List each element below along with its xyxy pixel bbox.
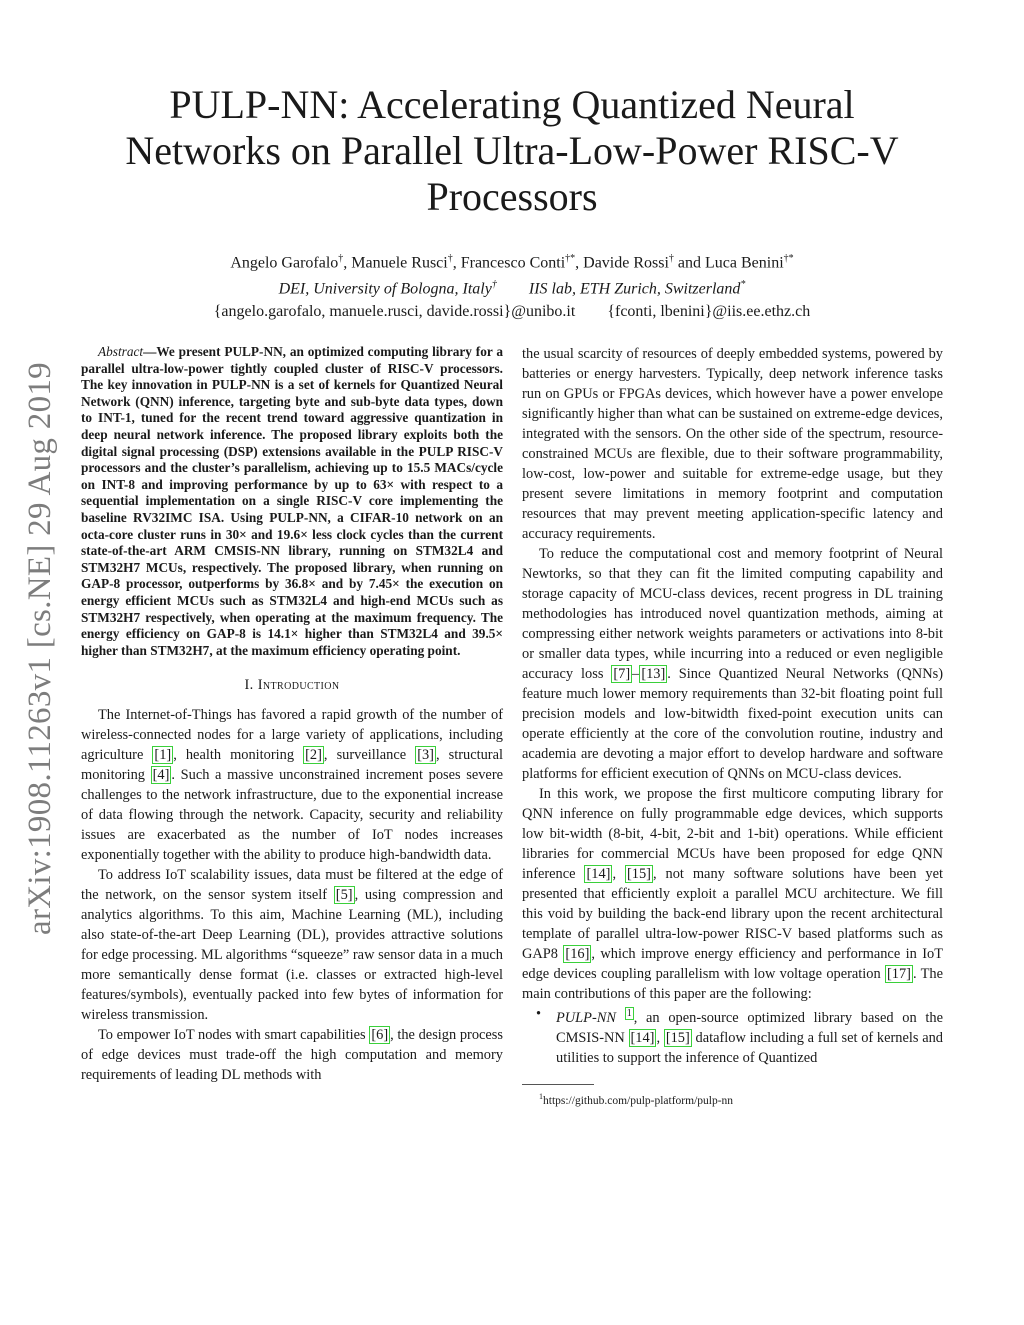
list-item: • PULP-NN $^1$ , an open-source optimized library based on the CMSIS-NN [14] , [15] dataflow including a full set of kernels and utilities to support the inference of Quantized xyxy=(556,1004,943,1068)
author-name: Manuele Rusci xyxy=(351,254,448,272)
paragraph: To empower IoT nodes with smart capabilities [6] , the design process of edge devices must trade-off the high computation and memory requirements of leading DL methods with xyxy=(81,1027,503,1084)
abstract-lead: Abstract xyxy=(98,344,144,359)
section-title: Introduction xyxy=(257,677,340,694)
author-block xyxy=(90,248,934,323)
author-name: Angelo Garofalo xyxy=(230,254,339,272)
right-column xyxy=(522,344,943,1109)
paragraph: In this work, we propose the first multicore computing library for QNN inference on fully programmable edge devices, which supports low bit-width (8-bit, 4-bit, 2-bit and 1-bit) operations. While efficient libraries for commercial MCUs have been proposed for edge QNN inference [14] , [15] , not many software solutions have been yet presented that efficiently exploit a parallel MCU architecture. We fill this void by building the back-end library upon the recent architectural template of parallel ultra-low-power RISC-V based platforms such as GAP8 [16] , which improve energy efficiency and performance in IoT edge devices coupling parallelism with low voltage operation [17] . The main contributions of this paper are the following: xyxy=(522,786,944,1002)
footnote-link[interactable]: 1 xyxy=(626,1008,632,1019)
paragraph: To address IoT scalability issues, data must be filtered at the edge of the network, on the sensor system itself [5] , using compression and analytics algorithms. To this aim, Machine Learning (ML), including also state-of-the-art Deep Learning (DL), provides attractive solutions for edge processing. ML algorithms “squeeze” raw sensor data in a much more semantically dense format (i.e. classes or extracted high-level features/symbols), eventually packed into few bytes of information for wireless transmission. xyxy=(81,867,504,1024)
email: {fconti, lbenini}@iis.ee.ethz.ch xyxy=(607,302,811,320)
email: {angelo.garofalo, manuele.rusci, davide.rossi}@unibo.it xyxy=(213,302,576,320)
footnote-url[interactable]: https://github.com/pulp-platform/pulp-nn xyxy=(543,1094,734,1107)
citation-link[interactable]: [14] xyxy=(586,866,611,882)
citation-link[interactable]: [15] xyxy=(627,866,651,882)
arxiv-stamp xyxy=(10,348,70,948)
citation-link[interactable]: [14] xyxy=(630,1029,655,1046)
citation-link[interactable]: [7] xyxy=(613,666,631,682)
paragraph: the usual scarcity of resources of deeply embedded systems, powered by batteries or energy harvesters. Typically, deep network inference tasks run on GPUs or FPGAs devices, which however have a power envelope significantly higher than what can be sustained on extreme-edge devices, integrated with the sensors. On the other side of the spectrum, resource-constrained MCUs are flexible, due to their software programmability, low-cost, low-power and suitable for extreme-edge usage, but they present severe limitations in memory footprint and computation resources that may prevent meeting application-specific latency and accuracy requirements. xyxy=(522,346,943,542)
abstract xyxy=(81,344,503,659)
author-name: Francesco Conti xyxy=(460,254,566,272)
arxiv-stamp-text: arXiv:1908.11263v1 [cs.NE] 29 Aug 2019 xyxy=(21,361,58,935)
contributions-list xyxy=(522,1004,943,1068)
section-heading: I. Introduction xyxy=(244,677,340,694)
abstract-text: —We present PULP-NN, an optimized computing library for a parallel ultra-low-power tightly coupled cluster of RISC-V processors. The key innovation in PULP-NN is a set of kernels for Quantized Neural Network (QNN) inference, targeting byte and sub-byte data types, down to INT-1, tuned for the recent trend toward aggressive quantization in deep neural network inference. The proposed library exploits both the digital signal processing (DSP) extensions available in the PULP RISC-V processors and the cluster’s parallelism, achieving up to 15.5 MACs/cycle on INT-8 and improving performance by up to 63× with respect to a sequential implementation on a single RISC-V core implementing the baseline RV32IMC ISA. Using PULP-NN, a CIFAR-10 network on an octa-core cluster runs in 30× and 19.6× less clock cycles than the current state-of-the-art ARM CMSIS-NN library, running on STM32L4 and STM32H7 MCUs, respectively. The proposed library, when running on GAP-8 processor, outperforms by 36.8× and by 7.45× the execution on energy efficient MCUs such as STM32L4 and high-end MCUs such as STM32H7 respectively, when operating at the maximum frequency. The energy efficiency on GAP-8 is 14.1× higher than STM32L4 and 39.5× higher than STM32H7, at the maximum efficiency operating point. xyxy=(81,344,503,658)
citation-link[interactable]: [1] xyxy=(154,747,172,764)
affiliation: IIS lab, ETH Zurich, Switzerland xyxy=(528,280,741,298)
author-name: Luca Benini xyxy=(705,254,784,272)
citation-link[interactable]: [13] xyxy=(641,666,666,682)
citation-link[interactable]: [4] xyxy=(152,767,170,784)
affiliation: DEI, University of Bologna, Italy xyxy=(278,280,492,298)
footnote: $^1$https://github.com/pulp-platform/pulp-nn xyxy=(539,1091,734,1107)
citation-link[interactable]: [2] xyxy=(305,747,322,764)
citation-link[interactable]: [5] xyxy=(335,887,353,904)
left-column xyxy=(81,344,503,1085)
author-name: Davide Rossi xyxy=(583,254,669,272)
affiliations: DEI, University of Bologna, Italy† IIS lab, ETH Zurich, Switzerland* xyxy=(278,279,746,298)
citation-link[interactable]: [17] xyxy=(887,966,911,982)
footnote-divider xyxy=(522,1084,594,1085)
author-emails xyxy=(90,301,934,323)
paper-title: PULP-NN: Accelerating Quantized Neural Networks on Parallel Ultra-Low-Power RISC-V Processors xyxy=(125,82,899,219)
citation-link[interactable]: [16] xyxy=(565,946,590,962)
citation-link[interactable]: [15] xyxy=(665,1029,690,1046)
paragraph: The Internet-of-Things has favored a rapid growth of the number of wireless-connected nodes for a large variety of applications, including agriculture [1] , health monitoring [2] , surveillance [3] , structural monitoring [4] . Such a massive unconstrained increment poses severe challenges to the network infrastructure, due to the exponential increase of data flowing through the network. Capacity, security and reliability issues are exacerbated as the number of IoT nodes increases exponentially together with the ability to produce high-bandwidth data. xyxy=(81,707,504,864)
citation-link[interactable]: [3] xyxy=(417,747,434,764)
author-names: Angelo Garofalo†, Manuele Rusci†, Francesco Conti†*, Davide Rossi† and Luca Benini†* xyxy=(230,253,794,272)
paragraph: To reduce the computational cost and memory footprint of Neural Newtorks, so that they can fit the limited computing capability and storage capacity of MCU-class devices, recent progress in DL training methodologies has introduced novel quantization methods, aiming at compressing either network weights parameters or activations into 8-bit or smaller data types, while incurring into a reduced or even negligible accuracy loss [7] – [13] . Since Quantized Neural Networks (QNNs) feature much lower memory requirements than 32-bit floating point full precision models and low-bitwidth fixed-point execution units can operate efficiently at the core of the convolution routine, industry and academia are devoting a major effort to develop hardware and software platforms for efficient execution of QNNs on MCU-class devices. xyxy=(522,546,943,782)
citation-link[interactable]: [6] xyxy=(371,1027,389,1044)
